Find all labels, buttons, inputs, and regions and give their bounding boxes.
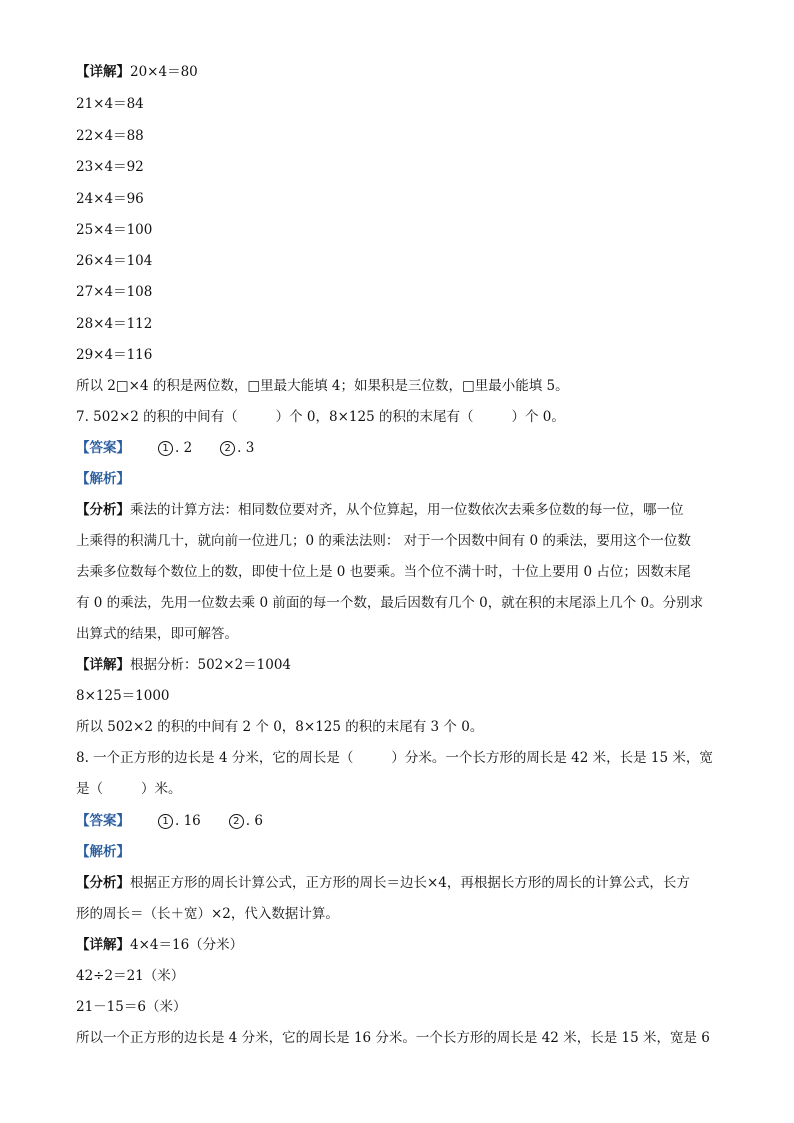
answer-item <box>220 438 254 458</box>
answer-tag: 【答案】 <box>76 440 130 456</box>
detail-line <box>76 935 726 955</box>
detail-text: 20×4＝80 <box>130 64 198 80</box>
fenxi-line: 出算式的结果，即可解答。 <box>76 626 238 642</box>
calc-line: 29×4＝116 <box>76 347 153 363</box>
question-8-stem-cont <box>76 779 726 799</box>
circled-number-icon: 1 <box>158 441 173 456</box>
question-8-stem-c: 是（ <box>76 781 103 797</box>
calc-line: 21×4＝84 <box>76 96 144 112</box>
circled-number-icon: 1 <box>158 814 173 829</box>
circled-number-icon: 2 <box>220 441 235 456</box>
calc-line: 8×125＝1000 <box>76 688 170 704</box>
answer-value: . 3 <box>237 440 255 456</box>
calc-line: 27×4＝108 <box>76 284 153 300</box>
question-7-stem-b: ）个 0，8×125 的积的末尾有（ <box>275 409 474 425</box>
fenxi-line: 去乘多位数每个数位上的数，即使十位上是 0 也要乘。当个位不满十时，十位上要用 0 占位；因数末尾 <box>76 564 691 580</box>
answer-value: . 2 <box>175 440 193 456</box>
analysis-tag: 【解析】 <box>76 471 130 487</box>
answer-tag: 【答案】 <box>76 813 130 829</box>
fenxi-line: 上乘得的积满几十，就向前一位进几；0 的乘法法则： 对于一个因数中间有 0 的乘法，要用这个一位数 <box>76 533 691 549</box>
conclusion-line: 所以 2□×4 的积是两位数，□里最大能填 4；如果积是三位数，□里最小能填 5。 <box>76 378 569 394</box>
calc-line: 28×4＝112 <box>76 316 153 332</box>
detail-text: 4×4＝16（分米） <box>130 937 244 953</box>
circled-number-icon: 2 <box>229 814 244 829</box>
fenxi-text: 乘法的计算方法：相同数位要对齐，从个位算起，用一位数依次去乘多位数的每一位，哪一位 <box>130 502 684 518</box>
analysis-heading <box>76 842 726 862</box>
calc-line: 22×4＝88 <box>76 128 144 144</box>
calc-line: 24×4＝96 <box>76 191 144 207</box>
answer-value: . 6 <box>245 813 263 829</box>
detail-line <box>76 62 726 82</box>
fenxi-line <box>76 873 726 893</box>
question-7-stem <box>76 407 726 427</box>
calc-line: 23×4＝92 <box>76 159 144 175</box>
fenxi-line: 形的周长＝（长＋宽）×2，代入数据计算。 <box>76 906 339 922</box>
fenxi-tag: 【分析】 <box>76 875 130 891</box>
question-8-stem-d: ）米。 <box>141 781 182 797</box>
detail-tag: 【详解】 <box>76 657 130 673</box>
fenxi-text: 根据正方形的周长计算公式，正方形的周长＝边长×4，再根据长方形的周长的计算公式，长方 <box>130 875 690 891</box>
analysis-tag: 【解析】 <box>76 844 130 860</box>
question-8-stem <box>76 748 726 768</box>
question-7-stem-c: ）个 0。 <box>511 409 565 425</box>
calc-line: 21－15＝6（米） <box>76 999 187 1015</box>
answer-line <box>76 811 726 831</box>
calc-line: 42÷2＝21（米） <box>76 968 185 984</box>
answer-item <box>229 811 263 831</box>
analysis-heading <box>76 469 726 489</box>
answer-line <box>76 438 726 458</box>
conclusion-line: 所以一个正方形的边长是 4 分米，它的周长是 16 分米。一个长方形的周长是 42 米，长是 15 米，宽是 6 <box>76 1030 710 1046</box>
calc-line: 25×4＝100 <box>76 222 153 238</box>
detail-line <box>76 655 726 675</box>
question-8-stem-a: 8. 一个正方形的边长是 4 分米，它的周长是（ <box>76 750 354 766</box>
detail-tag: 【详解】 <box>76 64 130 80</box>
fenxi-tag: 【分析】 <box>76 502 130 518</box>
conclusion-line: 所以 502×2 的积的中间有 2 个 0，8×125 的积的末尾有 3 个 0。 <box>76 719 484 735</box>
question-7-stem-a: 7. 502×2 的积的中间有（ <box>76 409 238 425</box>
fenxi-line: 有 0 的乘法，先用一位数去乘 0 前面的每一个数，最后因数有几个 0，就在积的末尾添上几个 0。分别求 <box>76 595 704 611</box>
answer-item <box>158 811 201 831</box>
answer-value: . 16 <box>175 813 201 829</box>
fenxi-line <box>76 500 726 520</box>
calc-line: 26×4＝104 <box>76 253 153 269</box>
detail-tag: 【详解】 <box>76 937 130 953</box>
answer-item <box>158 438 192 458</box>
question-8-stem-b: ）分米。一个长方形的周长是 42 米，长是 15 米，宽 <box>391 750 713 766</box>
detail-text: 根据分析：502×2＝1004 <box>130 657 292 673</box>
